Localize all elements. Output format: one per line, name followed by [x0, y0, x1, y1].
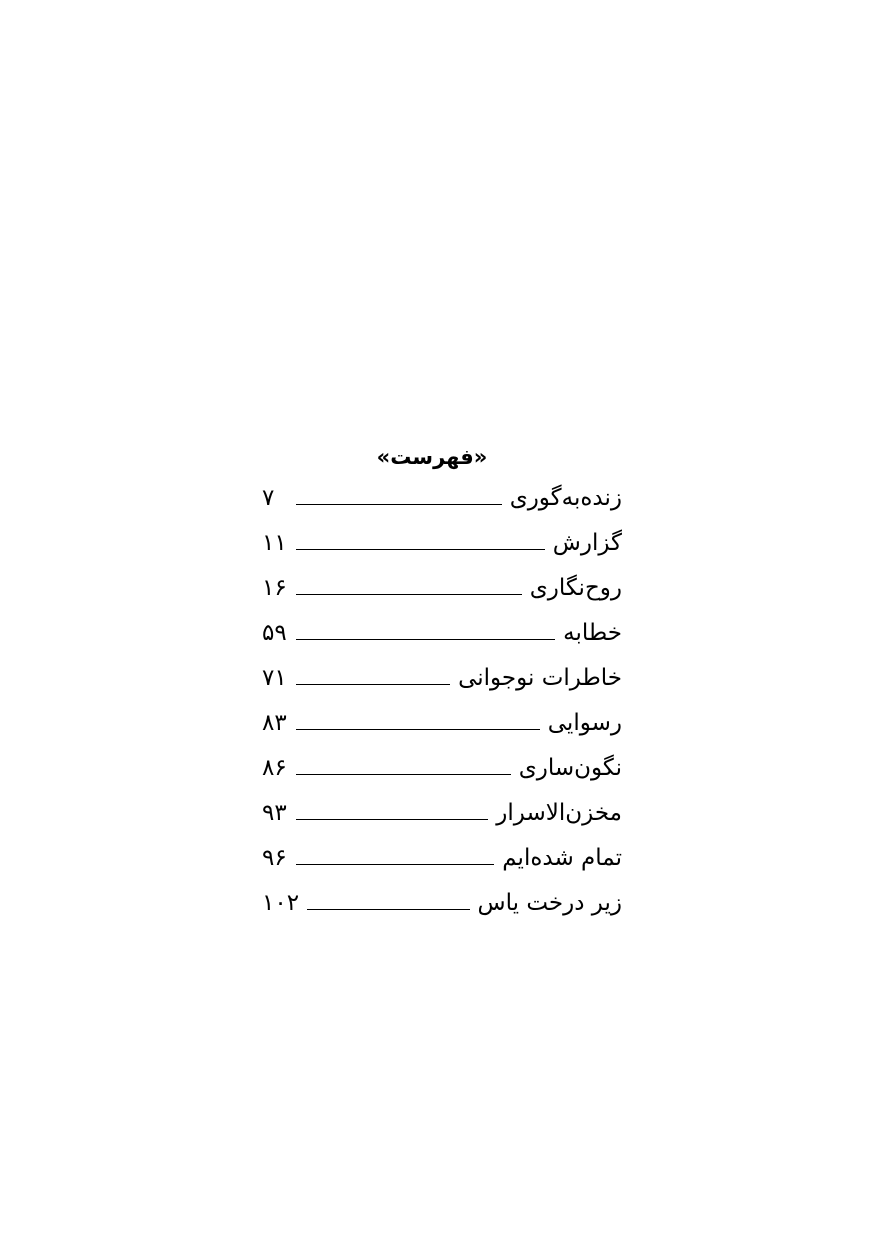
toc-entry-page: ۹۳ [262, 800, 287, 826]
toc-entry [262, 746, 632, 791]
toc-leader-line [296, 836, 494, 865]
toc-entry-label: نگون‌ساری [518, 755, 622, 781]
toc-entry-label: گزارش [552, 530, 622, 556]
toc-entry [262, 656, 632, 701]
toc-title: «فهرست» [376, 445, 488, 469]
toc-entry-label: زنده‌به‌گوری [509, 485, 622, 511]
table-of-contents [262, 438, 632, 926]
toc-leader-line [296, 476, 502, 505]
toc-entry-page: ۸۶ [262, 755, 287, 781]
toc-entry-label: زیر درخت یاس [477, 890, 622, 916]
toc-entry-page: ۸۳ [262, 710, 287, 736]
toc-entry [262, 881, 632, 926]
toc-leader-line [296, 791, 488, 820]
toc-entry-page: ۵۹ [262, 620, 287, 646]
toc-leader-line [296, 656, 450, 685]
toc-entry-page: ۷ [262, 485, 275, 511]
toc-entry [262, 701, 632, 746]
toc-entry-page: ۱۱ [262, 530, 287, 556]
toc-entry [262, 791, 632, 836]
toc-entry-page: ۷۱ [262, 665, 287, 691]
toc-entry [262, 566, 632, 611]
toc-entry-label: رسوایی [547, 710, 622, 736]
toc-entry-page: ۱۰۲ [262, 890, 300, 916]
toc-entry-page: ۹۶ [262, 845, 287, 871]
toc-entry-label: مخزن‌الاسرار [496, 800, 622, 826]
toc-entry-label: روح‌نگاری [529, 575, 622, 601]
toc-entry [262, 521, 632, 566]
toc-leader-line [307, 881, 469, 910]
toc-leader-line [296, 521, 545, 550]
toc-leader-line [296, 746, 511, 775]
toc-entry [262, 476, 632, 521]
toc-entry-label: خاطرات نوجوانی [458, 665, 622, 691]
toc-entry [262, 836, 632, 881]
toc-entry-label: تمام شده‌ایم [502, 845, 622, 871]
toc-entry-label: خطابه [563, 620, 622, 646]
toc-leader-line [296, 611, 555, 640]
toc-leader-line [296, 701, 540, 730]
toc-entry [262, 611, 632, 656]
toc-leader-line [296, 566, 522, 595]
toc-entry-page: ۱۶ [262, 575, 287, 601]
